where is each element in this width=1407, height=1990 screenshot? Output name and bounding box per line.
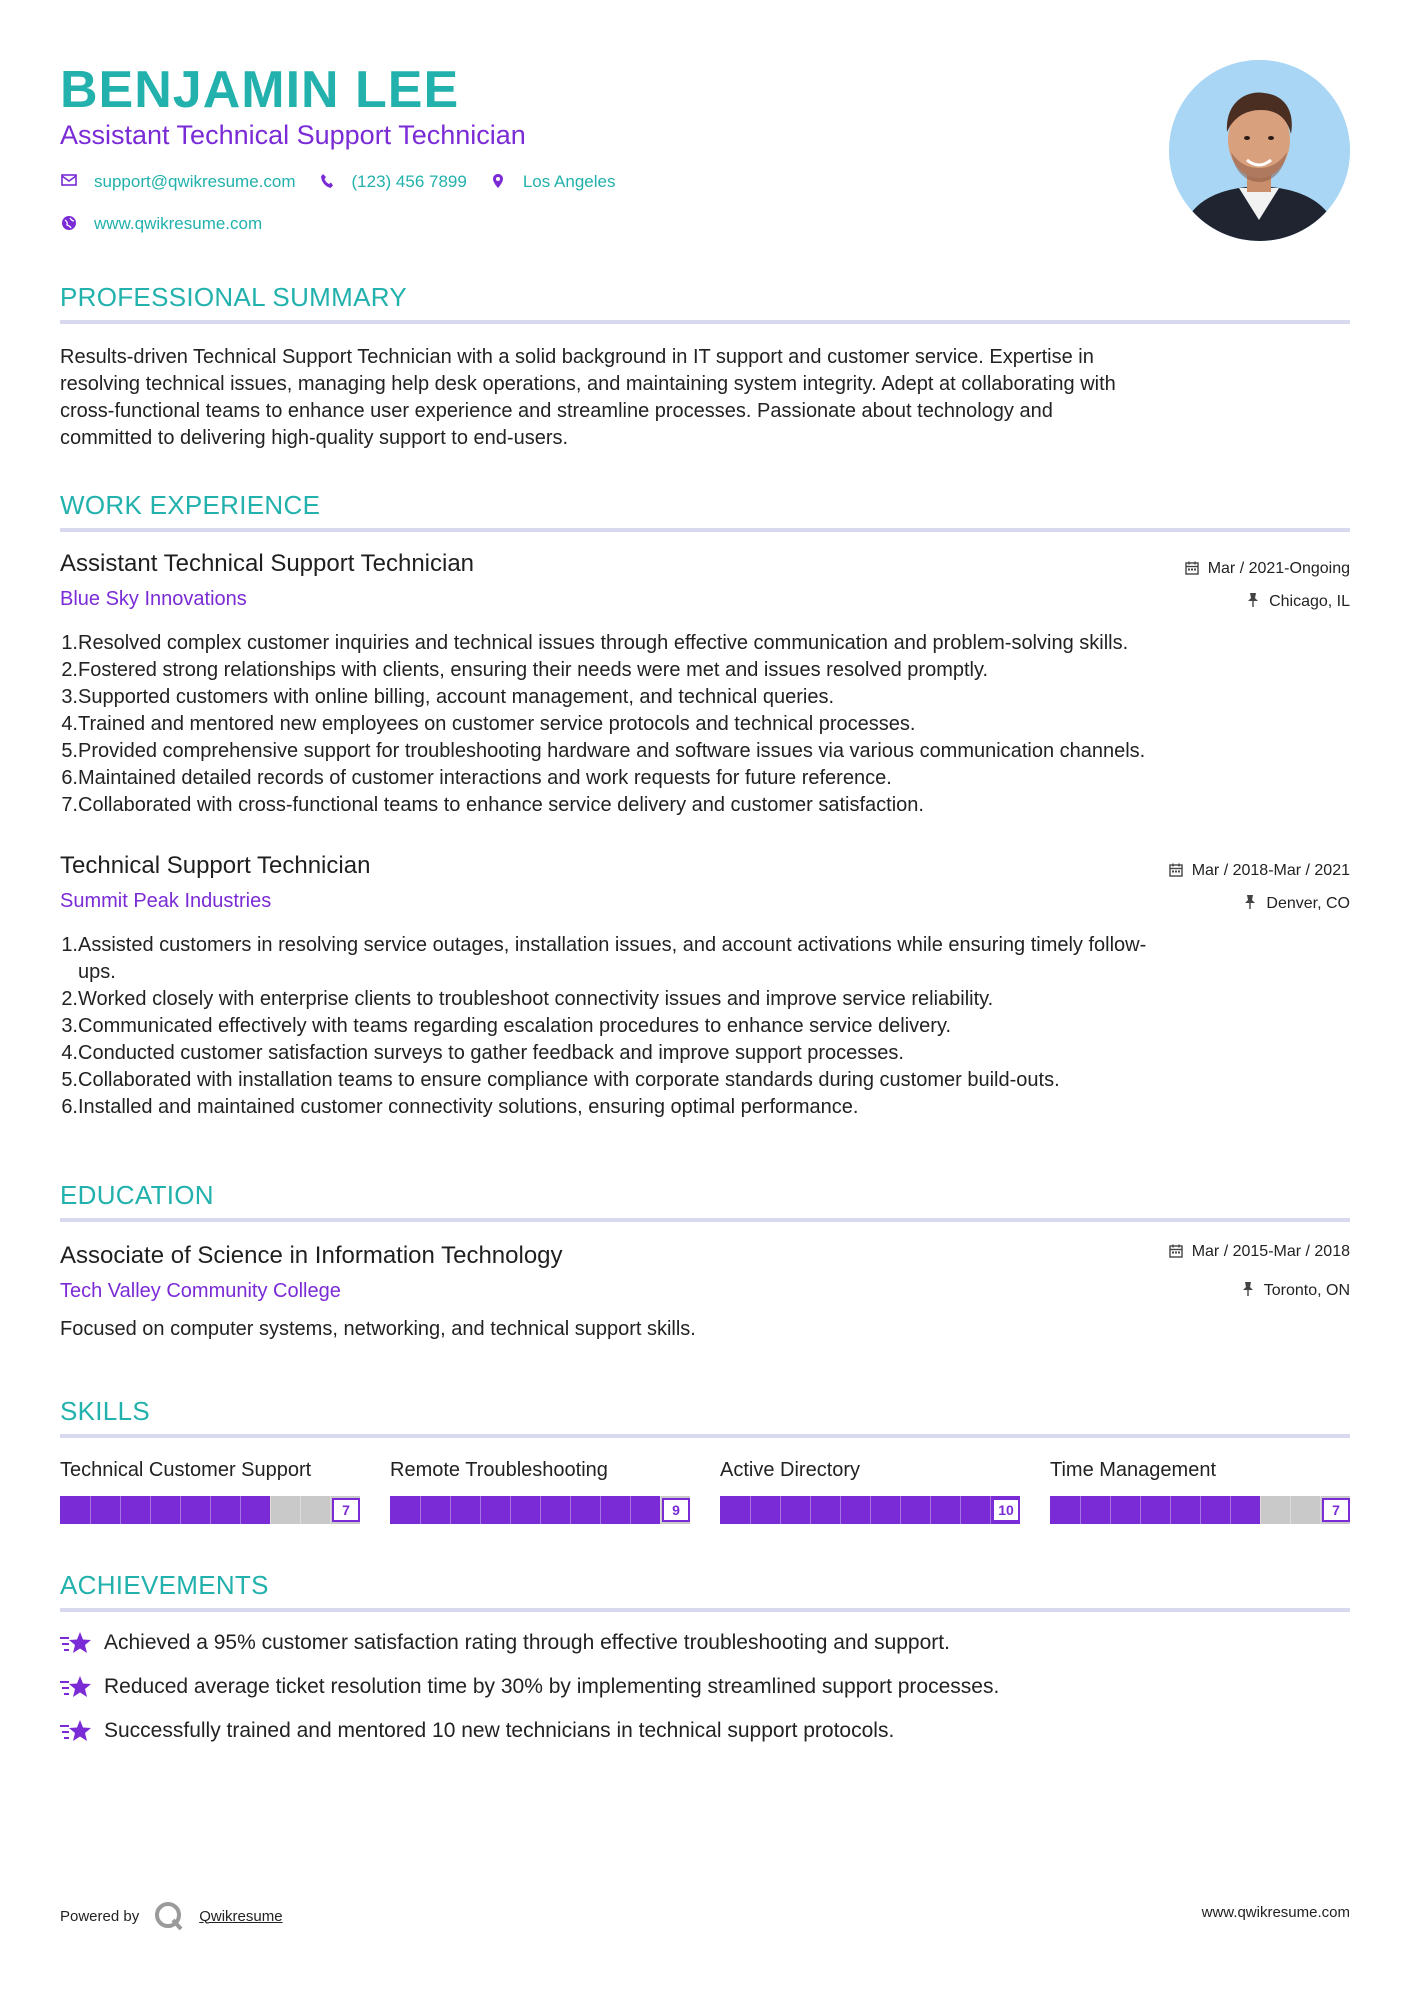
skill-level-badge: 10 bbox=[992, 1498, 1020, 1522]
list-item: 1. Resolved complex customer inquiries and technical issues through effective communication and problem-solving skills. bbox=[61, 632, 1129, 654]
summary-divider bbox=[60, 320, 1350, 324]
qwikresume-link[interactable]: Qwikresume bbox=[199, 1907, 283, 1925]
skill-bar bbox=[720, 1496, 1020, 1524]
skill-segment-divider bbox=[150, 1496, 151, 1524]
skill-fill bbox=[60, 1496, 270, 1524]
candidate-name: BENJAMIN LEE bbox=[60, 61, 460, 119]
list-item: 6. Installed and maintained customer connectivity solutions, ensuring optimal performance. bbox=[61, 1096, 859, 1118]
calendar-icon bbox=[1168, 863, 1184, 880]
skill-name: Remote Troubleshooting bbox=[390, 1459, 608, 1481]
job-title: Assistant Technical Support Technician bbox=[60, 550, 475, 577]
skill-item bbox=[390, 1456, 690, 1524]
job-title: Technical Support Technician bbox=[60, 852, 371, 879]
list-item: 3. Communicated effectively with teams regarding escalation procedures to enhance service delivery. bbox=[61, 1015, 952, 1037]
skill-track bbox=[720, 1496, 1020, 1524]
job-location bbox=[1245, 592, 1350, 611]
skill-segment-divider bbox=[990, 1496, 991, 1524]
list-item: 4. Trained and mentored new employees on customer service protocols and technical processes. bbox=[61, 713, 916, 735]
skill-segment-divider bbox=[90, 1496, 91, 1524]
skill-segment-divider bbox=[750, 1496, 751, 1524]
map-pin-icon bbox=[489, 173, 507, 191]
skill-segment-divider bbox=[930, 1496, 931, 1524]
school-name: Tech Valley Community College bbox=[60, 1280, 341, 1302]
pushpin-icon bbox=[1242, 894, 1258, 913]
profile-photo bbox=[1169, 60, 1350, 241]
skill-segment-divider bbox=[1260, 1496, 1261, 1524]
skill-fill bbox=[1050, 1496, 1260, 1524]
achievement-text: Reduced average ticket resolution time by 30% by implementing streamlined support processes. bbox=[104, 1675, 1000, 1698]
envelope-icon bbox=[60, 173, 78, 191]
skill-segment-divider bbox=[1320, 1496, 1321, 1524]
skill-segment-divider bbox=[1230, 1496, 1231, 1524]
skill-segment-divider bbox=[900, 1496, 901, 1524]
list-item: 2. Worked closely with enterprise clients to troubleshoot connectivity issues and improve service reliability. bbox=[61, 988, 994, 1010]
skill-bar bbox=[390, 1496, 690, 1524]
calendar-icon bbox=[1184, 561, 1200, 578]
job-location-text: Denver, CO bbox=[1266, 894, 1350, 912]
summary-text bbox=[60, 344, 1350, 452]
skill-segment-divider bbox=[630, 1496, 631, 1524]
skill-segment-divider bbox=[1080, 1496, 1081, 1524]
phone-item[interactable] bbox=[318, 172, 467, 192]
contact-row-1 bbox=[60, 172, 637, 192]
skill-segment-divider bbox=[1110, 1496, 1111, 1524]
list-item: 6. Maintained detailed records of customer interactions and work requests for future reference. bbox=[61, 767, 892, 789]
location-text: Los Angeles bbox=[522, 172, 616, 191]
achievement-item bbox=[60, 1718, 894, 1744]
skill-name: Technical Customer Support bbox=[60, 1459, 312, 1481]
summary-heading: PROFESSIONAL SUMMARY bbox=[60, 282, 407, 312]
summary-line: committed to delivering high-quality support to end-users. bbox=[60, 427, 569, 449]
skill-item bbox=[60, 1456, 360, 1524]
footer-site-link[interactable]: www.qwikresume.com bbox=[1201, 1904, 1350, 1921]
achievement-text: Successfully trained and mentored 10 new technicians in technical support protocols. bbox=[104, 1719, 895, 1742]
education-location bbox=[1240, 1281, 1350, 1300]
skill-name: Time Management bbox=[1050, 1459, 1216, 1481]
skill-segment-divider bbox=[1290, 1496, 1291, 1524]
skill-segment-divider bbox=[510, 1496, 511, 1524]
job-dates bbox=[1184, 560, 1350, 578]
phone-text[interactable]: (123) 456 7899 bbox=[351, 172, 467, 191]
pushpin-icon bbox=[1240, 1281, 1256, 1300]
skill-segment-divider bbox=[480, 1496, 481, 1524]
skills-divider bbox=[60, 1434, 1350, 1438]
skill-item bbox=[1050, 1456, 1350, 1524]
star-icon bbox=[60, 1674, 92, 1700]
globe-icon bbox=[60, 215, 78, 233]
job-company: Blue Sky Innovations bbox=[60, 588, 247, 610]
skill-segment-divider bbox=[810, 1496, 811, 1524]
skill-segment-divider bbox=[870, 1496, 871, 1524]
list-item: 4. Conducted customer satisfaction surveys to gather feedback and improve support processes. bbox=[61, 1042, 904, 1064]
job-dates-text: Mar / 2018-Mar / 2021 bbox=[1191, 862, 1350, 879]
experience-divider bbox=[60, 528, 1350, 532]
job-location bbox=[1242, 894, 1350, 913]
list-item: 2. Fostered strong relationships with clients, ensuring their needs were met and issues resolved promptly. bbox=[61, 659, 989, 681]
skill-segment-divider bbox=[180, 1496, 181, 1524]
skill-segment-divider bbox=[330, 1496, 331, 1524]
skill-track bbox=[60, 1496, 360, 1524]
skill-bar bbox=[60, 1496, 360, 1524]
skill-segment-divider bbox=[1200, 1496, 1201, 1524]
list-item: 3. Supported customers with online billing, account management, and technical queries. bbox=[61, 686, 834, 708]
achievements-heading: ACHIEVEMENTS bbox=[60, 1570, 269, 1600]
skill-fill bbox=[390, 1496, 660, 1524]
website-text[interactable]: www.qwikresume.com bbox=[94, 214, 263, 233]
skill-segment-divider bbox=[270, 1496, 271, 1524]
website-item[interactable] bbox=[60, 214, 262, 234]
star-icon bbox=[60, 1630, 92, 1656]
skill-level-badge: 9 bbox=[662, 1498, 690, 1522]
skill-bar bbox=[1050, 1496, 1350, 1524]
achievement-text: Achieved a 95% customer satisfaction rating through effective troubleshooting and support. bbox=[104, 1631, 950, 1654]
skill-segment-divider bbox=[540, 1496, 541, 1524]
skill-name: Active Directory bbox=[720, 1459, 861, 1481]
job-company: Summit Peak Industries bbox=[60, 890, 272, 912]
skill-segment-divider bbox=[420, 1496, 421, 1524]
powered-by-text: Powered by bbox=[60, 1907, 140, 1925]
list-item: 5. Collaborated with installation teams to ensure compliance with corporate standards during customer build-outs. bbox=[61, 1069, 1060, 1091]
skill-segment-divider bbox=[1170, 1496, 1171, 1524]
skill-item bbox=[720, 1456, 1020, 1524]
skill-segment-divider bbox=[240, 1496, 241, 1524]
job-responsibilities bbox=[60, 630, 1350, 819]
summary-line: Results-driven Technical Support Technician with a solid background in IT support and customer service. Expertise in bbox=[60, 346, 1094, 368]
skill-segment-divider bbox=[450, 1496, 451, 1524]
experience-heading: WORK EXPERIENCE bbox=[60, 490, 321, 520]
email-text[interactable]: support@qwikresume.com bbox=[94, 172, 296, 191]
skills-heading: SKILLS bbox=[60, 1396, 150, 1426]
skill-segment-divider bbox=[960, 1496, 961, 1524]
achievements-divider bbox=[60, 1608, 1350, 1612]
candidate-title: Assistant Technical Support Technician bbox=[60, 120, 526, 150]
qwikresume-logo-icon bbox=[153, 1900, 185, 1932]
skill-segment-divider bbox=[600, 1496, 601, 1524]
education-description: Focused on computer systems, networking, and technical support skills. bbox=[60, 1318, 696, 1340]
pushpin-icon bbox=[1245, 592, 1261, 611]
skill-level-badge: 7 bbox=[1322, 1498, 1350, 1522]
skill-segment-divider bbox=[570, 1496, 571, 1524]
achievement-item bbox=[60, 1674, 999, 1700]
skill-track bbox=[1050, 1496, 1350, 1524]
skill-segment-divider bbox=[780, 1496, 781, 1524]
skill-segment-divider bbox=[300, 1496, 301, 1524]
skill-track bbox=[390, 1496, 690, 1524]
skill-segment-divider bbox=[1140, 1496, 1141, 1524]
education-divider bbox=[60, 1218, 1350, 1222]
job-location-text: Chicago, IL bbox=[1269, 592, 1350, 610]
education-location-text: Toronto, ON bbox=[1263, 1281, 1350, 1299]
job-dates-text: Mar / 2021-Ongoing bbox=[1207, 560, 1350, 577]
calendar-icon bbox=[1168, 1244, 1184, 1261]
list-item: ups. bbox=[78, 961, 116, 983]
job-dates bbox=[1168, 862, 1350, 880]
skill-segment-divider bbox=[210, 1496, 211, 1524]
footer-powered-by bbox=[60, 1900, 283, 1932]
job-responsibilities bbox=[60, 932, 1350, 1121]
star-icon bbox=[60, 1718, 92, 1744]
email-item[interactable] bbox=[60, 172, 296, 192]
skill-segment-divider bbox=[660, 1496, 661, 1524]
resume-page bbox=[60, 0, 1350, 1990]
contact-row-2 bbox=[60, 214, 284, 234]
skill-segment-divider bbox=[840, 1496, 841, 1524]
achievement-item bbox=[60, 1630, 950, 1656]
list-item: 7. Collaborated with cross-functional teams to enhance service delivery and customer satisfaction. bbox=[61, 794, 924, 816]
phone-icon bbox=[318, 173, 336, 191]
summary-line: cross-functional teams to enhance user experience and streamline processes. Passionate about technology and bbox=[60, 400, 1053, 422]
list-item: 5. Provided comprehensive support for troubleshooting hardware and software issues via various communication channels. bbox=[61, 740, 1146, 762]
degree-title: Associate of Science in Information Technology bbox=[60, 1242, 563, 1269]
skill-segment-divider bbox=[120, 1496, 121, 1524]
education-dates-text: Mar / 2015-Mar / 2018 bbox=[1191, 1243, 1350, 1260]
education-heading: EDUCATION bbox=[60, 1180, 214, 1210]
skill-level-badge: 7 bbox=[332, 1498, 360, 1522]
list-item: 1. Assisted customers in resolving service outages, installation issues, and account activations while ensuring timely follow- bbox=[61, 934, 1147, 956]
location-item bbox=[489, 172, 616, 192]
summary-line: resolving technical issues, managing help desk operations, and maintaining system integrity. Adept at collaborating with bbox=[60, 373, 1116, 395]
education-dates bbox=[1168, 1243, 1350, 1261]
